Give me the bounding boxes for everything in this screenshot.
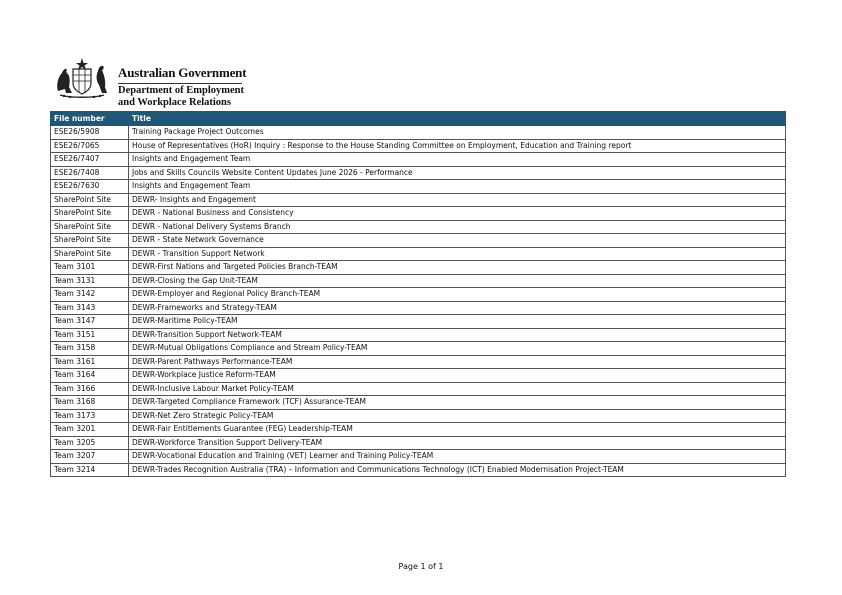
title-cell: DEWR - State Network Governance (129, 234, 786, 248)
title-cell: DEWR-Parent Pathways Performance-TEAM (129, 355, 786, 369)
file-number-cell: Team 3207 (51, 450, 129, 464)
file-number-cell: ESE26/5908 (51, 126, 129, 140)
department-name-line2: and Workplace Relations (118, 97, 231, 108)
table-row (51, 234, 786, 248)
page-header (52, 57, 292, 109)
file-number-cell: ESE26/7630 (51, 180, 129, 194)
title-cell: DEWR - National Business and Consistency (129, 207, 786, 221)
table-row (51, 355, 786, 369)
file-number-cell: ESE26/7065 (51, 139, 129, 153)
file-number-cell: Team 3164 (51, 369, 129, 383)
title-cell: Training Package Project Outcomes (129, 126, 786, 140)
table-row (51, 369, 786, 383)
table-row (51, 328, 786, 342)
title-cell: DEWR-Employer and Regional Policy Branch-TEAM (129, 288, 786, 302)
title-cell: DEWR-Net Zero Strategic Policy-TEAM (129, 409, 786, 423)
header-divider (118, 83, 242, 84)
file-number-cell: Team 3151 (51, 328, 129, 342)
title-cell: DEWR-Fair Entitlements Guarantee (FEG) Leadership-TEAM (129, 423, 786, 437)
table-row (51, 288, 786, 302)
title-cell: DEWR-Trades Recognition Australia (TRA) – Information and Communications Technology (ICT) Enabled Modernisation Project-TEAM (129, 463, 786, 477)
file-number-cell: Team 3214 (51, 463, 129, 477)
file-number-cell: Team 3201 (51, 423, 129, 437)
file-list-table (50, 111, 786, 477)
title-cell: DEWR-Mutual Obligations Compliance and Stream Policy-TEAM (129, 342, 786, 356)
table-row (51, 450, 786, 464)
table-row (51, 193, 786, 207)
table-row (51, 247, 786, 261)
file-number-cell: Team 3131 (51, 274, 129, 288)
title-cell: Insights and Engagement Team (129, 180, 786, 194)
table-row (51, 207, 786, 221)
table-row (51, 139, 786, 153)
commonwealth-coat-of-arms-icon (52, 57, 112, 99)
title-cell: DEWR-Workplace Justice Reform-TEAM (129, 369, 786, 383)
government-name: Australian Government (118, 65, 247, 80)
table-row (51, 301, 786, 315)
column-header-file-number: File number (51, 112, 129, 126)
table-row (51, 274, 786, 288)
title-cell: DEWR-Targeted Compliance Framework (TCF) Assurance-TEAM (129, 396, 786, 410)
table-row (51, 220, 786, 234)
table-header-row (51, 112, 786, 126)
title-cell: DEWR-Vocational Education and Training (VET) Learner and Training Policy-TEAM (129, 450, 786, 464)
table-row (51, 423, 786, 437)
title-cell: DEWR-Inclusive Labour Market Policy-TEAM (129, 382, 786, 396)
title-cell: DEWR-Workforce Transition Support Delivery-TEAM (129, 436, 786, 450)
title-cell: DEWR-Maritime Policy-TEAM (129, 315, 786, 329)
file-number-cell: Team 3143 (51, 301, 129, 315)
table-row (51, 463, 786, 477)
file-number-cell: Team 3158 (51, 342, 129, 356)
table-row (51, 409, 786, 423)
file-number-cell: SharePoint Site (51, 247, 129, 261)
file-number-cell: Team 3168 (51, 396, 129, 410)
file-number-cell: ESE26/7408 (51, 166, 129, 180)
table-row (51, 436, 786, 450)
table-row (51, 382, 786, 396)
title-cell: Insights and Engagement Team (129, 153, 786, 167)
file-number-cell: Team 3166 (51, 382, 129, 396)
column-header-title: Title (129, 112, 786, 126)
table-body (51, 126, 786, 477)
title-cell: DEWR - Transition Support Network (129, 247, 786, 261)
file-number-cell: Team 3173 (51, 409, 129, 423)
file-number-cell: SharePoint Site (51, 193, 129, 207)
file-number-cell: Team 3101 (51, 261, 129, 275)
file-number-cell: Team 3147 (51, 315, 129, 329)
title-cell: DEWR-Transition Support Network-TEAM (129, 328, 786, 342)
title-cell: DEWR-Frameworks and Strategy-TEAM (129, 301, 786, 315)
table-row (51, 342, 786, 356)
file-number-cell: SharePoint Site (51, 234, 129, 248)
table-row (51, 396, 786, 410)
file-number-cell: SharePoint Site (51, 220, 129, 234)
page-number: Page 1 of 1 (398, 562, 444, 571)
file-number-cell: SharePoint Site (51, 207, 129, 221)
file-number-cell: Team 3142 (51, 288, 129, 302)
title-cell: House of Representatives (HoR) Inquiry : Response to the House Standing Committee on Employment, Education and Training report (129, 139, 786, 153)
title-cell: Jobs and Skills Councils Website Content Updates June 2026 - Performance (129, 166, 786, 180)
file-number-cell: Team 3161 (51, 355, 129, 369)
title-cell: DEWR- Insights and Engagement (129, 193, 786, 207)
table-row (51, 180, 786, 194)
table-row (51, 166, 786, 180)
title-cell: DEWR-First Nations and Targeted Policies Branch-TEAM (129, 261, 786, 275)
table-row (51, 315, 786, 329)
file-number-cell: ESE26/7407 (51, 153, 129, 167)
title-cell: DEWR-Closing the Gap Unit-TEAM (129, 274, 786, 288)
department-name-line1: Department of Employment (118, 85, 244, 96)
title-cell: DEWR - National Delivery Systems Branch (129, 220, 786, 234)
table-row (51, 261, 786, 275)
table-row (51, 126, 786, 140)
table-row (51, 153, 786, 167)
file-number-cell: Team 3205 (51, 436, 129, 450)
